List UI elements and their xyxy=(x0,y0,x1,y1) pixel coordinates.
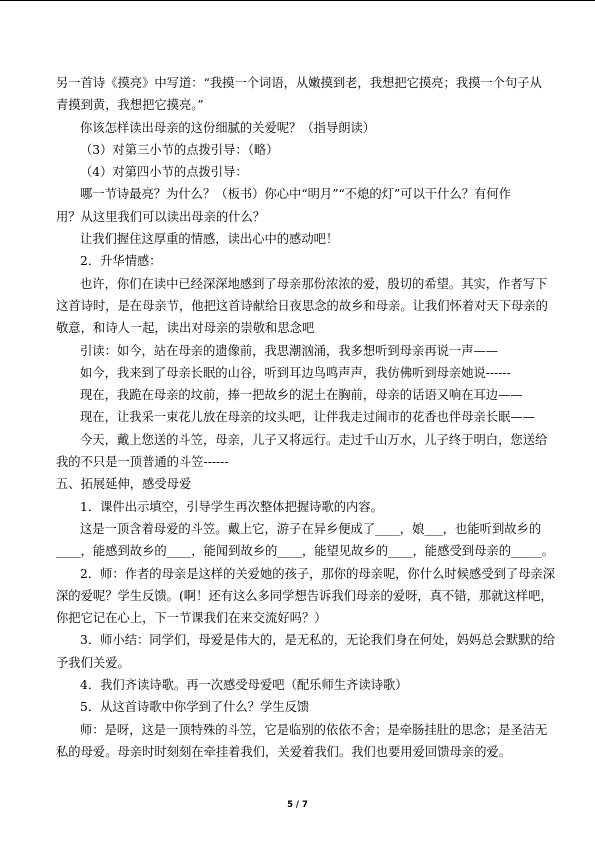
text-line: （3）对第三小节的点拨引导：（略） xyxy=(80,142,279,157)
document-body xyxy=(56,72,556,763)
text-line: 你该怎样读出母亲的这份细腻的关爱呢？（指导朗读） xyxy=(80,120,376,135)
text-line: 2．师：作者的母亲是这样的关爱她的孩子，那你的母亲呢，你什么时候感受到了母亲深 xyxy=(80,566,556,581)
text-line: 我的不只是一顶普通的斗笠------ xyxy=(56,455,229,470)
text-line: 哪一节诗最亮？为什么？（板书）你心中“明月”“不熄的灯”可以干什么？有何作 xyxy=(80,187,511,202)
text-line: 深的爱呢？学生反馈。(啊！还有这么多同学想告诉我们母亲的爱呀，真不错，那就这样吧， xyxy=(56,588,553,603)
text-line: 你把它记在心上，下一节课我们在来交流好吗？） xyxy=(56,611,327,626)
text-line: 也许，你们在读中已经深深地感到了母亲那份浓浓的爱，殷切的希望。其实，作者写下 xyxy=(80,276,548,291)
text-line: 2．升华情感： xyxy=(80,254,162,269)
text-line: 另一首诗《摸亮》中写道：“我摸一个词语，从嫩摸到老，我想把它摸亮；我摸一个句子从 xyxy=(56,76,542,90)
text-line: 今天，戴上您送的斗笠，母亲，儿子又将远行。走过千山万水，儿子终于明白，您送给 xyxy=(80,432,548,447)
text-line: 1．课件出示填空，引导学生再次整体把握诗歌的内容。 xyxy=(80,499,383,514)
page-number: 5 / 7 xyxy=(287,800,308,810)
header-rule xyxy=(0,0,595,1)
text-line: 予我们关爱。 xyxy=(56,655,130,670)
text-line: 现在，我跪在母亲的坟前，捧一把故乡的泥土在胸前，母亲的话语又响在耳边—— xyxy=(80,388,523,403)
text-line: 如今，我来到了母亲长眠的山谷，听到耳边鸟鸣声声，我仿佛听到母亲她说------ xyxy=(80,365,511,380)
text-line: 3．师小结：同学们，母爱是伟大的，是无私的，无论我们身在何处，妈妈总会默默的给 xyxy=(80,633,556,648)
text-line: 师：是呀，这是一顶特殊的斗笠，它是临别的依依不舍；是牵肠挂肚的思念；是圣洁无 xyxy=(80,722,548,737)
text-line: 用？从这里我们可以读出母亲的什么？ xyxy=(56,209,266,224)
text-line: 引读：如今，站在母亲的遗像前，我思潮汹涌，我多想听到母亲再说一声—— xyxy=(80,343,499,358)
text-line: 这是一顶含着母爱的斗笠。戴上它，游子在异乡便成了____，娘___，也能听到故乡的 xyxy=(80,521,542,536)
text-line: 敬意，和诗人一起，读出对母亲的崇敬和思念吧 xyxy=(56,321,315,336)
text-line: （4）对第四小节的点拨引导： xyxy=(80,165,248,180)
text-line: 5．从这首诗歌中你学到了什么？学生反馈 xyxy=(80,700,310,715)
text-line: 这首诗时，是在母亲节，他把这首诗献给日夜思念的故乡和母亲。让我们怀着对天下母亲的 xyxy=(56,298,548,313)
text-line: 让我们握住这厚重的情感，读出心中的感动吧！ xyxy=(80,232,339,247)
section-heading: 五、拓展延伸，感受母爱 xyxy=(56,477,192,492)
text-line: 青摸到黄，我想把它摸亮。” xyxy=(56,98,204,113)
text-line: 私的母爱。母亲时时刻刻在牵挂着我们，关爱着我们。我们也要用爱回馈母亲的爱。 xyxy=(56,744,511,759)
text-line: 4．我们齐读诗歌。再一次感受母爱吧（配乐师生齐读诗歌） xyxy=(80,678,408,693)
text-line: ____，能感到故乡的____，能闻到故乡的____，能望见故乡的____，能感受到母亲的_____。 xyxy=(56,544,555,559)
text-line: 现在，让我采一束花儿放在母亲的坟头吧，让伴我走过闹市的花香也伴母亲长眠—— xyxy=(80,410,535,425)
